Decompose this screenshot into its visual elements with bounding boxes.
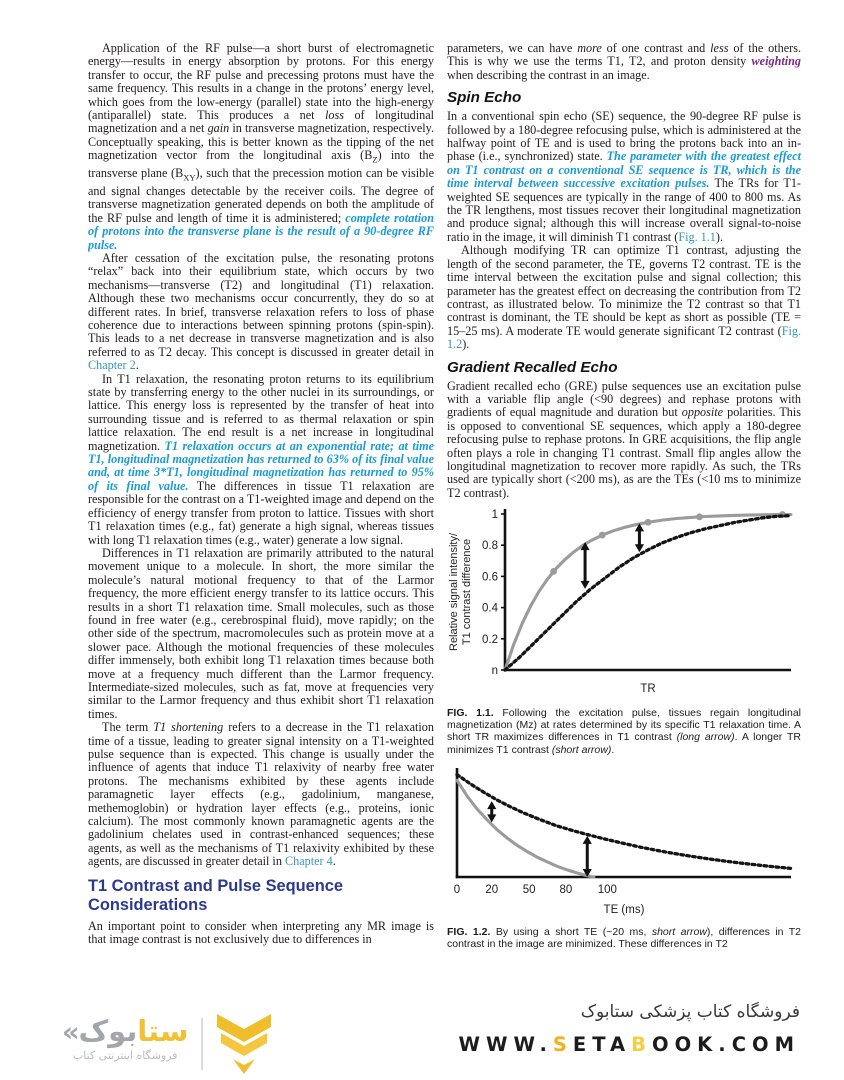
svg-text:Relative signal intensity/: Relative signal intensity/: [448, 533, 460, 652]
subscript-text: XY: [183, 172, 196, 183]
body-text: when describing the contrast in an image.: [447, 67, 650, 82]
body-text: Gradient recalled echo (GRE) pulse sequences use an excitation pulse with a variable flip angle (<90 degrees) and rephase protons with gradients of equal magnitude and duration but: [447, 378, 801, 420]
paragraph: [88, 920, 434, 947]
svg-text:80: 80: [559, 884, 573, 897]
cross-reference-link[interactable]: Fig. 1.1: [678, 229, 716, 244]
svg-text:0.2: 0.2: [482, 633, 498, 646]
figure-label: FIG. 1.2.: [447, 925, 496, 938]
section-heading: T1 Contrast and Pulse Sequence Considerations: [88, 876, 344, 915]
left-column: [88, 42, 434, 1016]
paragraph: [447, 110, 801, 244]
url-letter: C: [731, 1033, 753, 1056]
section-heading: Spin Echo: [447, 89, 522, 107]
url-letter: .: [718, 1033, 732, 1056]
url-letter: E: [572, 1033, 593, 1056]
italic-text: loss: [324, 108, 344, 123]
url-letter: O: [652, 1033, 675, 1056]
paragraph: [447, 244, 801, 351]
key-point-emphasis: The parameter with the greatest effect on T1 contrast on a conventional SE sequence is TR, which is the time interval between successive excitation pulses.: [447, 149, 801, 191]
body-text: In a conventional spin echo (SE) sequence, the 90-degree RF pulse is followed by a 180-degree refocusing pulse, which is administered at the halfway point of TE and is used to bring the protons back into an in-phase (i.e., synchronized) state.: [447, 109, 801, 164]
brand-text-yellow: ستا: [137, 1014, 189, 1048]
key-point-emphasis: complete rotation of protons into the transverse plane is the result of a 90-degree RF pulse.: [88, 210, 434, 252]
body-text: of one contrast and: [601, 41, 711, 55]
body-text: In T1 relaxation, the resonating proton returns to its equilibrium state by transferring energy to the other nuclei in its surroundings, or lattice. This energy loss is represented by the transfer of heat into surrounding tissue and is referred to as thermal relaxation or spin lattice relaxation. The end result is a net increase in longitudinal magnetization.: [88, 371, 434, 453]
svg-text:50: 50: [522, 884, 536, 897]
paragraph: [88, 42, 434, 252]
footer-store-info: [458, 1000, 800, 1056]
url-letter: K: [697, 1033, 719, 1056]
svg-text:T1 contrast difference: T1 contrast difference: [461, 539, 473, 646]
body-text: Although modifying TR can optimize T1 contrast, adjusting the length of the second parameter, the TE, governs T2 contrast. TE is the time interval between the excitation pulse and signal collection; this parameter has the greatest effect on decreasing the contribution from T2 contrast, as illustrated below. To minimize the T2 contrast so that T1 contrast is dominant, the TE should be kept as short as possible (TE = 15–25 ms). A moderate TE would generate significant T2 contrast (: [447, 243, 801, 338]
svg-text:TR: TR: [640, 683, 656, 696]
logo-divider: [201, 1018, 203, 1070]
paragraph: [88, 252, 434, 373]
body-text: of the others. This is why we use the terms T1, T2, and proton density: [447, 41, 801, 69]
body-text: polarities. This is opposed to conventional SE sequences, which apply a 180-degree refocusing pulse to rephase protons. In GRE acquisitions, the flip angle often plays a role in changing T1 contrast. Small flip angles allow the longitudinal magnetization to recover more rapidly. As such, the TRs used are typically short (<200 ms), as are the TEs (<10 ms to minimize T2 contrast).: [447, 405, 801, 500]
italic-text: less: [710, 41, 729, 55]
body-text: ), such that the precession motion can be visible and signal changes detectable by the receiver coils. The degree of transverse magnetization generated depends on both the amplitude of the RF pulse and length of time it is administered;: [88, 166, 434, 225]
fig-1-2-chart: [447, 765, 801, 919]
svg-text:0.4: 0.4: [482, 602, 498, 615]
body-text: parameters, we can have: [447, 41, 578, 55]
double-chevron-left-icon: «: [62, 1016, 77, 1048]
svg-text:n: n: [491, 665, 498, 678]
svg-text:1: 1: [491, 509, 498, 522]
key-term-emphasis: weighting: [751, 54, 801, 69]
paragraph: [88, 547, 434, 721]
right-column: [447, 42, 801, 950]
body-text: By using a short TE (~20 ms,: [495, 925, 652, 938]
italic-text: opposite: [681, 405, 724, 420]
subscript-text: Z: [372, 154, 378, 165]
italic-text: T1 shortening: [153, 720, 224, 735]
italic-text: (long arrow): [676, 731, 735, 744]
body-text: After cessation of the excitation pulse, the resonating protons “relax” back into their equilibrium state, which occurs by two mechanisms—transverse (T2) and longitudinal (T1) relaxation. Although these two mechanisms occur concurrently, they do so at different rates. In brief, transverse relaxation refers to loss of phase coherence due to interactions between spinning protons (spin-spin). This leads to a net decrease in transverse magnetization and is also referred to as T2 decay. This concept is discussed in greater detail in: [88, 250, 434, 359]
paragraph: [447, 380, 801, 501]
svg-text:0.8: 0.8: [482, 540, 498, 553]
svg-text:TE (ms): TE (ms): [603, 904, 645, 917]
italic-text: gain: [207, 121, 230, 136]
body-text: Following the excitation pulse, tissues regain longitudinal magnetization (Mz) at rates determined by its specific T1 relaxation time. A short TR maximizes differences in T1 contrast: [447, 706, 802, 744]
cross-reference-link[interactable]: Chapter 4: [284, 854, 333, 869]
url-letter: W: [513, 1033, 540, 1056]
url-letter: O: [752, 1033, 775, 1056]
fig-1-1-caption: [447, 707, 801, 757]
body-text: The TRs for T1-weighted SE sequences are typically in the range of 400 to 800 ms. As the TR lengthens, most tissues recover their longitudinal magnetization and produce signal; although this will increase overall signal-to-noise ratio in the image, it will diminish T1 contrast (: [447, 176, 801, 244]
paragraph: [88, 721, 434, 868]
setabook-logo: [62, 1014, 272, 1076]
italic-text: more: [577, 41, 602, 55]
body-text: ).: [715, 229, 724, 244]
body-text: . A longer TR minimizes T1 contrast: [447, 731, 801, 756]
url-letter: A: [610, 1033, 632, 1056]
body-text: The term: [102, 720, 154, 735]
body-text: ), differences in T2 contrast in the image are minimized. These differences in T2: [447, 925, 802, 951]
chevron-emblem-icon: [216, 1014, 272, 1076]
svg-text:20: 20: [485, 884, 499, 897]
body-text: ).: [462, 337, 470, 352]
svg-text:0: 0: [453, 884, 461, 897]
website-url[interactable]: [458, 1033, 800, 1056]
body-text: refers to a decrease in the T1 relaxation time of a tissue, leading to greater signal intensity on a T1-weighted pulse sequence than is expected. This change is usually under the influence of agents that induce T1 relaxivity of nearby free water protons. The mechanisms exhibited by these agents include paramagnetic layer effects (e.g., gadolinium, manganese, methemoglobin) or hydration layer effects (e.g., proteins, ionic calcium). The most commonly known paramagnetic agents are the gadolinium chelates used in contrast-enhanced sequences; these agents, as well as the mechanisms of T1 relaxivity exhibited by these agents, are discussed in greater detail in: [88, 720, 434, 869]
fig-1-2-caption: [447, 926, 801, 951]
logo-wordmark: [62, 1014, 188, 1062]
url-letter: W: [458, 1033, 486, 1056]
svg-text:0.6: 0.6: [482, 571, 498, 584]
url-letter: O: [674, 1033, 698, 1056]
url-letter: .: [539, 1033, 553, 1056]
body-text: .: [135, 358, 139, 373]
body-text: The differences in tissue T1 relaxation are responsible for the contrast on a T1-weighted image and depend on the efficiency of energy transfer from proton to lattice. Tissues with short T1 relaxation times (e.g., fat) generate a high signal, whereas tissues with long T1 relaxation times (e.g., water) generate a low signal.: [88, 478, 434, 547]
right-column-text: [447, 42, 801, 500]
url-letter: W: [486, 1033, 514, 1056]
italic-text: short arrow: [651, 925, 707, 938]
body-text: Application of the RF pulse—a short burst of electromagnetic energy—results in energy absorption by protons. For this energy transfer to occur, the RF pulse and precessing protons must have the same frequency. This results in a change in the protons’ energy level, which goes from the low-energy (parallel) state into the high-energy (antiparallel) state. This produces a net: [88, 42, 434, 123]
body-text: of longitudinal magnetization and a net: [88, 108, 434, 136]
key-point-emphasis: T1 relaxation occurs at an exponential rate; at time T1, longitudinal magnetization has returned to 63% of its final value and, at time 3*T1, longitudinal magnetization has returned to 95% of its final value.: [88, 438, 434, 493]
url-letter: S: [552, 1033, 573, 1056]
figure-label: FIG. 1.1.: [447, 706, 503, 719]
body-text: ) into the transverse plane (B: [88, 148, 434, 181]
figure-1-2: [447, 765, 801, 950]
url-letter: T: [592, 1033, 611, 1056]
paragraph: [88, 373, 434, 547]
logo-subtitle: فروشگاه اینترنتی کتاب: [72, 1049, 178, 1062]
section-heading: Gradient Recalled Echo: [447, 358, 618, 376]
body-text: in transverse magnetization, respectively. Conceptually speaking, this is better known as the tipping of the net magnetization vector from the longitudinal axis (B: [88, 121, 434, 163]
italic-text: (short arrow): [551, 743, 612, 756]
brand-text-gray: بوک: [78, 1014, 138, 1048]
svg-text:100: 100: [597, 884, 617, 897]
body-text: Differences in T1 relaxation are primarily attributed to the natural movement unique to a molecule. In short, the more similar the molecule’s natural motional frequency to that of the Larmor frequency, the more efficient energy transfer to its lattice occurs. This results in a short T1 relaxation time. Small molecules, such as those found in free water (e.g., cerebrospinal fluid), move rapidly; on the other side of the spectrum, macromolecules such as protein move at a slower pace. Although the motional frequencies of these molecules differ immensely, both exhibit long T1 relaxation times because both move at a frequency much different than the Larmor frequency. Intermediate-sized molecules, such as fat, move at frequencies very similar to the Larmor frequency and thus exhibit short T1 relaxation times.: [88, 545, 434, 721]
paragraph: [447, 42, 801, 82]
store-name-persian: فروشگاه کتاب پزشکی ستابوک: [580, 1002, 800, 1022]
brand-wordmark: [78, 1014, 188, 1048]
body-text: .: [611, 743, 615, 756]
cross-reference-link[interactable]: Chapter 2: [88, 358, 136, 373]
body-text: An important point to consider when interpreting any MR image is that image contrast is not exclusively due to differences in: [88, 918, 434, 947]
url-letter: M: [774, 1033, 800, 1056]
figure-1-1: [447, 504, 801, 756]
fig-1-1-chart: [447, 504, 801, 700]
body-text: .: [332, 854, 336, 869]
cross-reference-link[interactable]: Fig. 1.2: [447, 323, 801, 352]
url-letter: B: [631, 1033, 652, 1056]
